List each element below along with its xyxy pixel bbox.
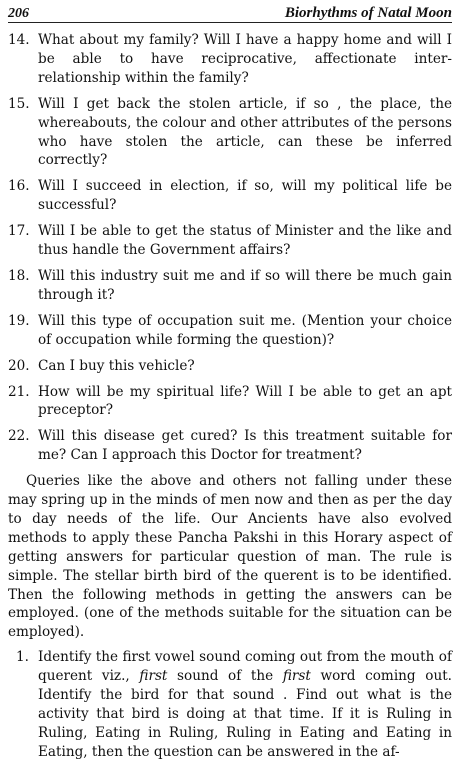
question-text: Can I buy this vehicle? bbox=[38, 357, 195, 374]
question-text: Will this industry suit me and if so will there be much gain through it? bbox=[38, 267, 452, 303]
question-item bbox=[8, 427, 452, 465]
question-text: Will I succeed in election, if so, will my political life be successful? bbox=[38, 178, 452, 214]
question-text: How will be my spiritual life? Will I be able to get an apt preceptor? bbox=[38, 383, 452, 419]
page-header bbox=[8, 0, 452, 23]
question-number: 20. bbox=[8, 357, 30, 374]
question-item bbox=[8, 95, 452, 171]
step-text-part: sound of the bbox=[167, 668, 283, 685]
question-item bbox=[8, 383, 452, 421]
question-item bbox=[8, 267, 452, 305]
step-number: 1. bbox=[16, 649, 29, 666]
question-number: 15. bbox=[8, 95, 30, 112]
question-text: Will this type of occupation suit me. (Mention your choice of occupation while forming the question)? bbox=[38, 312, 452, 348]
question-number: 18. bbox=[8, 267, 30, 284]
question-item bbox=[8, 177, 452, 215]
question-list bbox=[8, 31, 452, 465]
question-item bbox=[8, 222, 452, 260]
step-emphasis: first bbox=[282, 668, 311, 685]
question-number: 21. bbox=[8, 383, 30, 400]
question-number: 17. bbox=[8, 223, 30, 240]
question-number: 14. bbox=[8, 32, 30, 48]
method-step bbox=[8, 648, 452, 761]
question-item bbox=[8, 357, 452, 376]
question-text: Will this disease get cured? Is this treatment suitable for me? Can I approach this Doctor for treatment? bbox=[38, 428, 452, 464]
question-text: Will I get back the stolen article, if so , the place, the whereabouts, the colour and other attributes of the persons who have stolen the article, can these be inferred correctly? bbox=[38, 95, 452, 169]
step-emphasis: first bbox=[139, 668, 168, 685]
question-item bbox=[8, 312, 452, 350]
running-title: Biorhythms of Natal Moon bbox=[284, 5, 452, 21]
question-text: Will I be able to get the status of Minister and the like and thus handle the Government affairs? bbox=[38, 223, 452, 259]
question-item bbox=[8, 31, 452, 88]
question-text: What about my family? Will I have a happy home and will I be able to have reciprocative, affectionate inter-relationship within the family? bbox=[38, 32, 452, 86]
body-paragraph: Queries like the above and others not falling under these may spring up in the minds of men now and then as per the day to day needs of the life. Our Ancients have also evolved methods to apply these Pancha Pakshi in this Horary aspect of getting answers for particular question of man. The rule is simple. The stellar birth bird of the querent is to be identified. Then the following methods in getting the answers can be employed. (one of the methods suitable for the situation can be employed). bbox=[8, 473, 452, 641]
page-number: 206 bbox=[8, 6, 29, 21]
step-text bbox=[38, 648, 452, 761]
step-text-part: Identify the first vowel sound coming out from the mouth of querent viz., bbox=[38, 649, 452, 685]
question-number: 16. bbox=[8, 178, 30, 195]
question-number: 19. bbox=[8, 312, 30, 329]
step-text-part: word coming out. Identify the bird for that sound . Find out what is the activity that bird is doing at that time. If it is Ruling in Ruling, Eating in Ruling, Ruling in Eating and Eating in Eating, then the question can be answered in the af- bbox=[38, 668, 452, 760]
question-number: 22. bbox=[8, 428, 30, 445]
